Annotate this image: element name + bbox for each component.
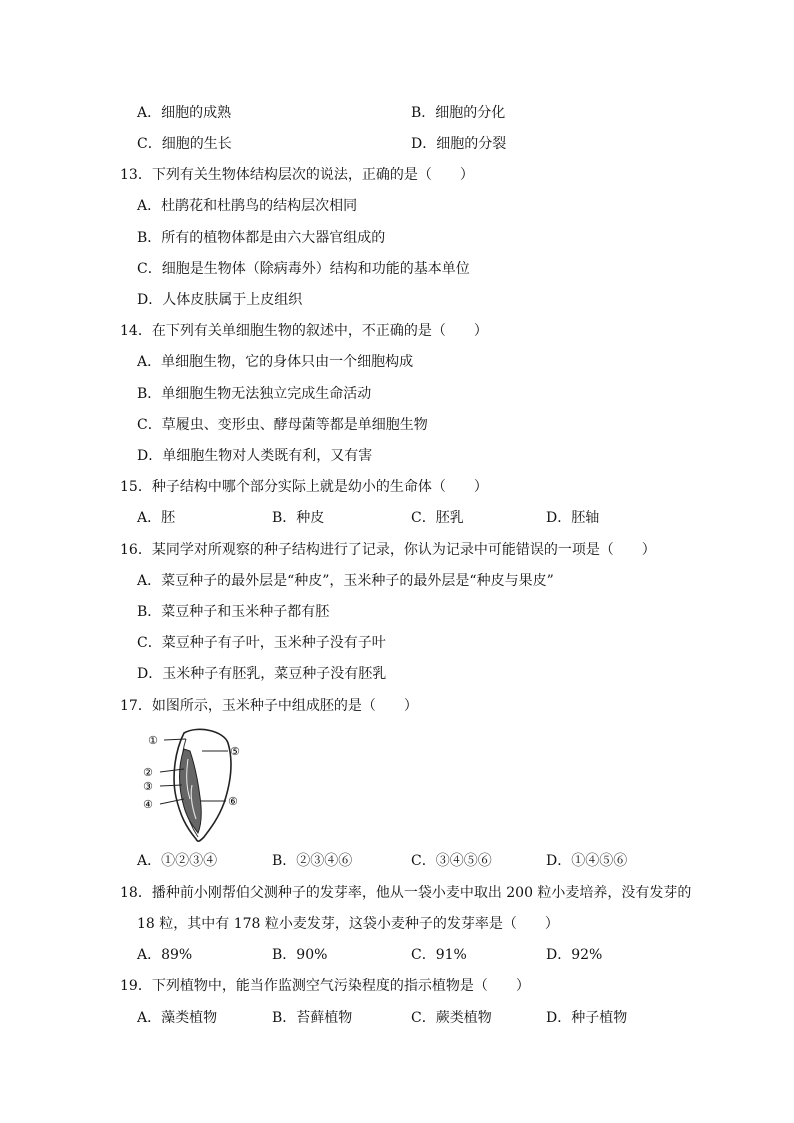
q18-option-d: D．92%	[546, 947, 603, 963]
figure-label-2: ②	[143, 766, 153, 779]
q12-option-c: C．细胞的生长	[137, 136, 232, 152]
q12-option-d: D．细胞的分裂	[411, 136, 507, 152]
q13-stem: 13．下列有关生物体结构层次的说法，正确的是（ ）	[120, 167, 474, 183]
q19-option-a: A．藻类植物	[137, 1010, 218, 1026]
q18-option-b: B．90%	[272, 947, 328, 963]
q18-option-c: C．91%	[411, 947, 467, 963]
q14-option-c: C．草履虫、变形虫、酵母菌等都是单细胞生物	[137, 417, 428, 433]
q14-stem: 14．在下列有关单细胞生物的叙述中，不正确的是（ ）	[120, 323, 488, 339]
q17-option-b: B．②③④⑥	[272, 853, 353, 869]
q15-option-b: B．种皮	[272, 510, 325, 526]
q16-option-d: D．玉米种子有胚乳，菜豆种子没有胚乳	[137, 666, 387, 682]
q12-option-a: A．细胞的成熟	[137, 105, 232, 121]
q12-option-b: B．细胞的分化	[411, 105, 506, 121]
q17-option-d: D．①④⑤⑥	[546, 853, 628, 869]
figure-label-3: ③	[143, 780, 153, 793]
q19-option-c: C．蕨类植物	[411, 1010, 492, 1026]
q16-stem: 16．某同学对所观察的种子结构进行了记录，你认为记录中可能错误的一项是（ ）	[120, 542, 656, 558]
q15-option-c: C．胚乳	[411, 510, 464, 526]
q16-option-b: B．菜豆种子和玉米种子都有胚	[137, 604, 330, 620]
q14-option-b: B．单细胞生物无法独立完成生命活动	[137, 386, 372, 402]
q17-stem: 17．如图所示，玉米种子中组成胚的是（ ）	[120, 698, 418, 714]
q13-option-b: B．所有的植物体都是由六大器官组成的	[137, 230, 386, 246]
q19-stem: 19．下列植物中，能当作监测空气污染程度的指示植物是（ ）	[120, 978, 530, 994]
q14-option-a: A．单细胞生物，它的身体只由一个细胞构成	[137, 354, 414, 370]
q17-option-a: A．①②③④	[137, 853, 218, 869]
q15-option-d: D．胚轴	[546, 510, 600, 526]
q15-option-a: A．胚	[137, 510, 176, 526]
q13-option-d: D．人体皮肤属于上皮组织	[137, 292, 303, 308]
q19-option-d: D．种子植物	[546, 1010, 628, 1026]
q16-option-c: C．菜豆种子有子叶，玉米种子没有子叶	[137, 635, 386, 651]
figure-label-6: ⑥	[228, 795, 238, 808]
q13-option-c: C．细胞是生物体（除病毒外）结构和功能的基本单位	[137, 261, 470, 277]
q17-option-c: C．③④⑤⑥	[411, 853, 492, 869]
q18-stem-line-2: 18 粒，其中有 178 粒小麦发芽，这袋小麦种子的发芽率是（ ）	[137, 916, 559, 932]
figure-label-5: ⑤	[230, 745, 240, 758]
q19-option-b: B．苔藓植物	[272, 1010, 353, 1026]
q16-option-a: A．菜豆种子的最外层是“种皮”，玉米种子的最外层是“种皮与果皮”	[137, 573, 554, 589]
q18-option-a: A．89%	[137, 947, 193, 963]
figure-label-4: ④	[143, 798, 153, 811]
figure-label-1: ①	[148, 734, 158, 747]
q18-stem-line-1: 18．播种前小刚帮伯父测种子的发芽率，他从一袋小麦中取出 200 粒小麦培养，没有发芽的	[120, 885, 692, 901]
q13-option-a: A．杜鹃花和杜鹃鸟的结构层次相同	[137, 198, 358, 214]
q14-option-d: D．单细胞生物对人类既有利，又有害	[137, 448, 373, 464]
corn-seed-diagram	[140, 727, 256, 845]
q15-stem: 15．种子结构中哪个部分实际上就是幼小的生命体（ ）	[120, 479, 488, 495]
